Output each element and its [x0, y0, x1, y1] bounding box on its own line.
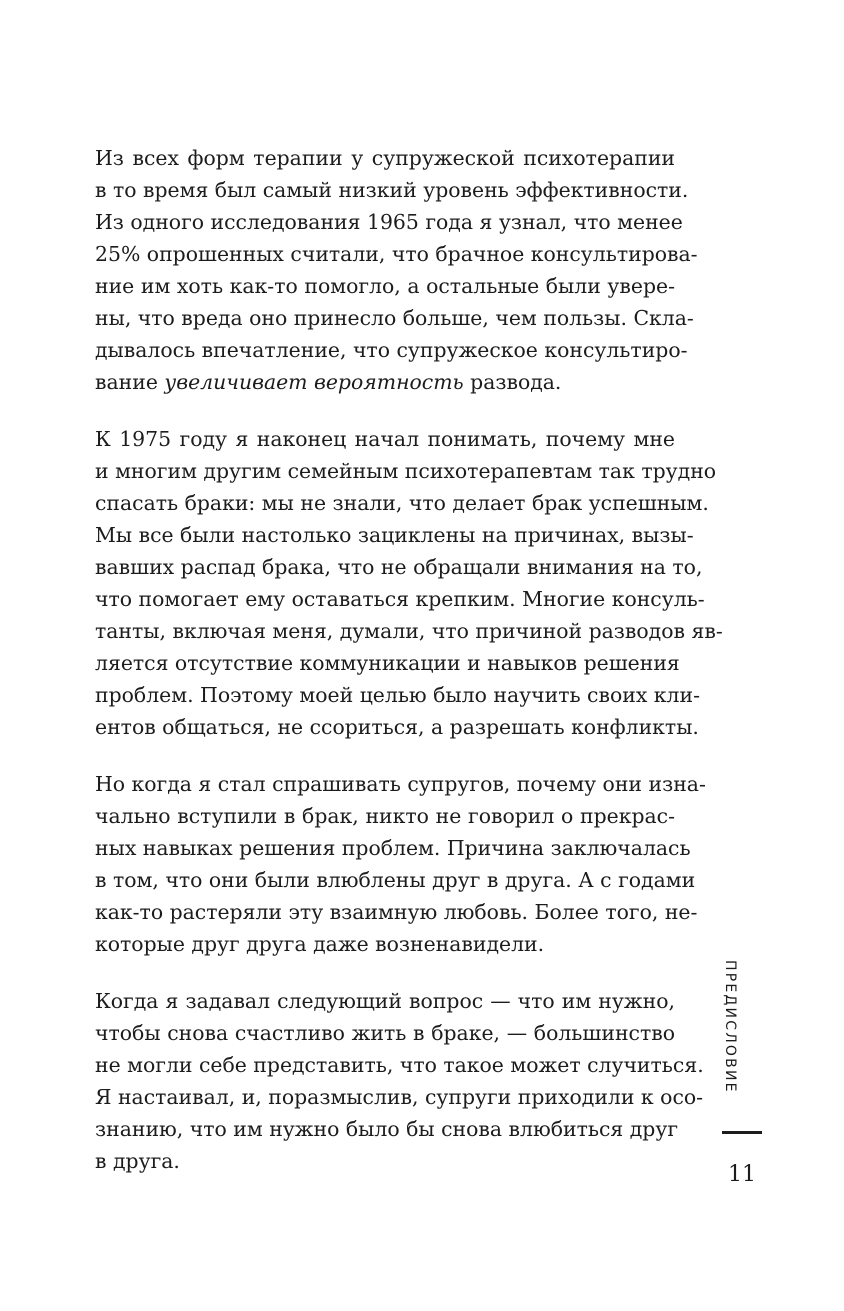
text-line: в том, что они были влюблены друг в друга. А с годами — [95, 868, 696, 892]
text-line: Из одного исследования 1965 года я узнал, что менее — [95, 210, 683, 234]
text-line: как-то растеряли эту взаимную любовь. Более того, не- — [95, 900, 698, 924]
text-line-last: ентов общаться, не ссориться, а разрешать конфликты. — [95, 715, 699, 739]
text-line: Мы все были настолько зациклены на причинах, вызы- — [95, 523, 694, 547]
paragraph-3 — [95, 768, 706, 960]
paragraph-2 — [95, 423, 723, 743]
text-line-last — [95, 366, 675, 398]
text-line: 25% опрошенных считали, что брачное консультирова- — [95, 242, 698, 266]
text-line: Я настаивал, и, поразмыслив, супруги приходили к осо- — [95, 1085, 704, 1109]
text-line-last: в друга. — [95, 1149, 180, 1173]
text-line: не могли себе представить, что такое может случиться. — [95, 1053, 704, 1077]
text-line: чтобы снова счастливо жить в браке, — большинство — [95, 1021, 675, 1045]
text-line: и многим другим семейным психотерапевтам так трудно — [95, 459, 717, 483]
text-run: вание — [95, 370, 165, 394]
text-line: дывалось впечатление, что супружеское консультиро- — [95, 338, 688, 362]
text-line-last: которые друг друга даже возненавидели. — [95, 932, 545, 956]
text-run: развода. — [463, 370, 562, 394]
text-line: ние им хоть как-то помогло, а остальные были уверe- — [95, 274, 675, 298]
text-line: проблем. Поэтому моей целью было научить своих кли- — [95, 683, 700, 707]
text-line: в то время был самый низкий уровень эффективности. — [95, 178, 689, 202]
text-line: спасать браки: мы не знали, что делает брак успешным. — [95, 491, 709, 515]
text-line: ны, что вреда оно принесло больше, чем пользы. Скла- — [95, 306, 694, 330]
text-line: чально вступили в брак, никто не говорил о прекрас- — [95, 804, 675, 828]
body-text — [95, 142, 723, 1202]
text-line: танты, включая меня, думали, что причиной разводов яв- — [95, 619, 723, 643]
text-line: что помогает ему оставаться крепким. Многие консуль- — [95, 587, 705, 611]
folio-divider — [722, 1131, 762, 1134]
page-number: 11 — [728, 1162, 756, 1187]
text-line: ляется отсутствие коммуникации и навыков решения — [95, 651, 680, 675]
text-line: ных навыках решения проблем. Причина заключалась — [95, 836, 691, 860]
text-line: Когда я задавал следующий вопрос — что им нужно, — [95, 989, 675, 1013]
text-line: Из всех форм терапии у супружеской психотерапии — [95, 146, 675, 170]
paragraph-1 — [95, 142, 698, 398]
text-line: вавших распад брака, что не обращали внимания на то, — [95, 555, 703, 579]
text-line: знанию, что им нужно было бы снова влюбиться друг — [95, 1117, 679, 1141]
text-line: Но когда я стал спрашивать супругов, почему они изна- — [95, 772, 706, 796]
section-label: ПРЕДИСЛОВИЕ — [722, 960, 738, 1094]
text-line: К 1975 году я наконец начал понимать, почему мне — [95, 427, 675, 451]
paragraph-4 — [95, 985, 704, 1177]
emphasized-text: увеличивает вероятность — [164, 370, 464, 394]
